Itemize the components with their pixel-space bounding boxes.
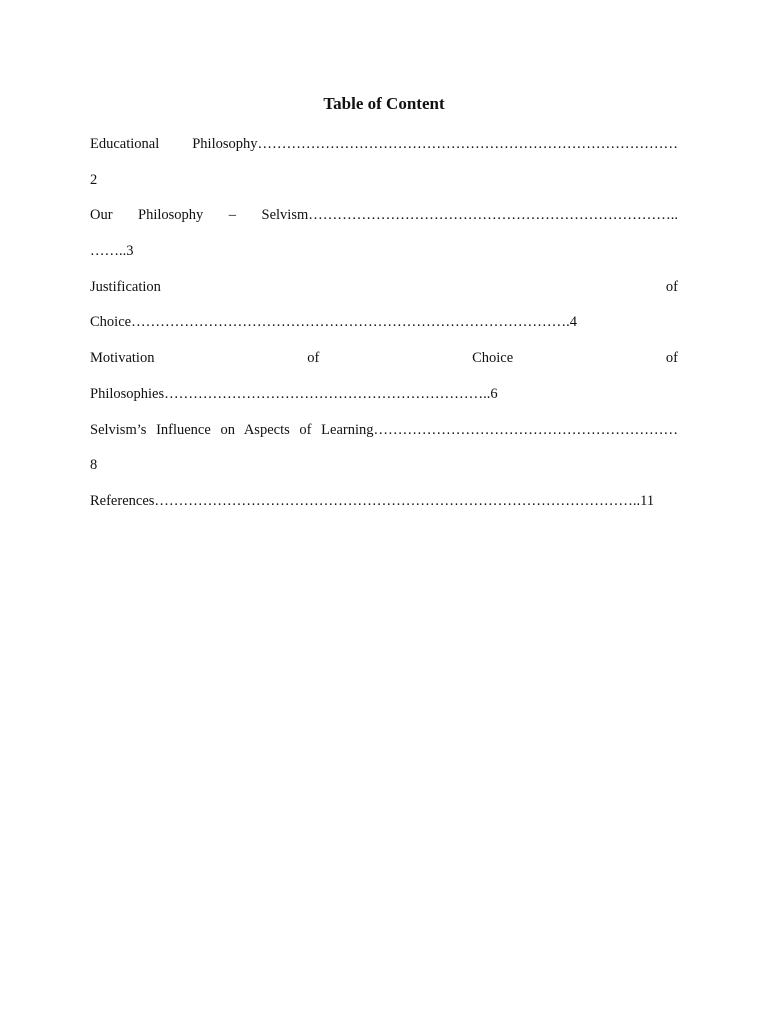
toc-entry-motivation: Motivation of Choice of <box>90 350 678 367</box>
toc-entry-justification: Justification of <box>90 278 678 295</box>
toc-entry-choice: Choice……………………………………………………………………………….4 <box>90 314 577 331</box>
toc-entry-educational-philosophy: Educational Philosophy…………………………………………………………………………… <box>90 136 678 152</box>
table-of-contents <box>90 134 678 527</box>
toc-page-number: ……..3 <box>90 243 134 260</box>
toc-page-number: 2 <box>90 171 98 188</box>
toc-entry-philosophies: Philosophies…………………………………………………………..6 <box>90 385 498 402</box>
page-title: Table of Content <box>323 94 445 113</box>
toc-entry-selvism-influence: Selvism’s Influence on Aspects of Learning……………………………………………………… <box>90 421 678 438</box>
toc-entry-references: References………………………………………………………………………………………..11 <box>90 492 655 509</box>
toc-entry-our-philosophy: Our Philosophy – Selvism………………………………………………………………….. <box>90 207 678 224</box>
toc-page-number: 8 <box>90 457 98 474</box>
